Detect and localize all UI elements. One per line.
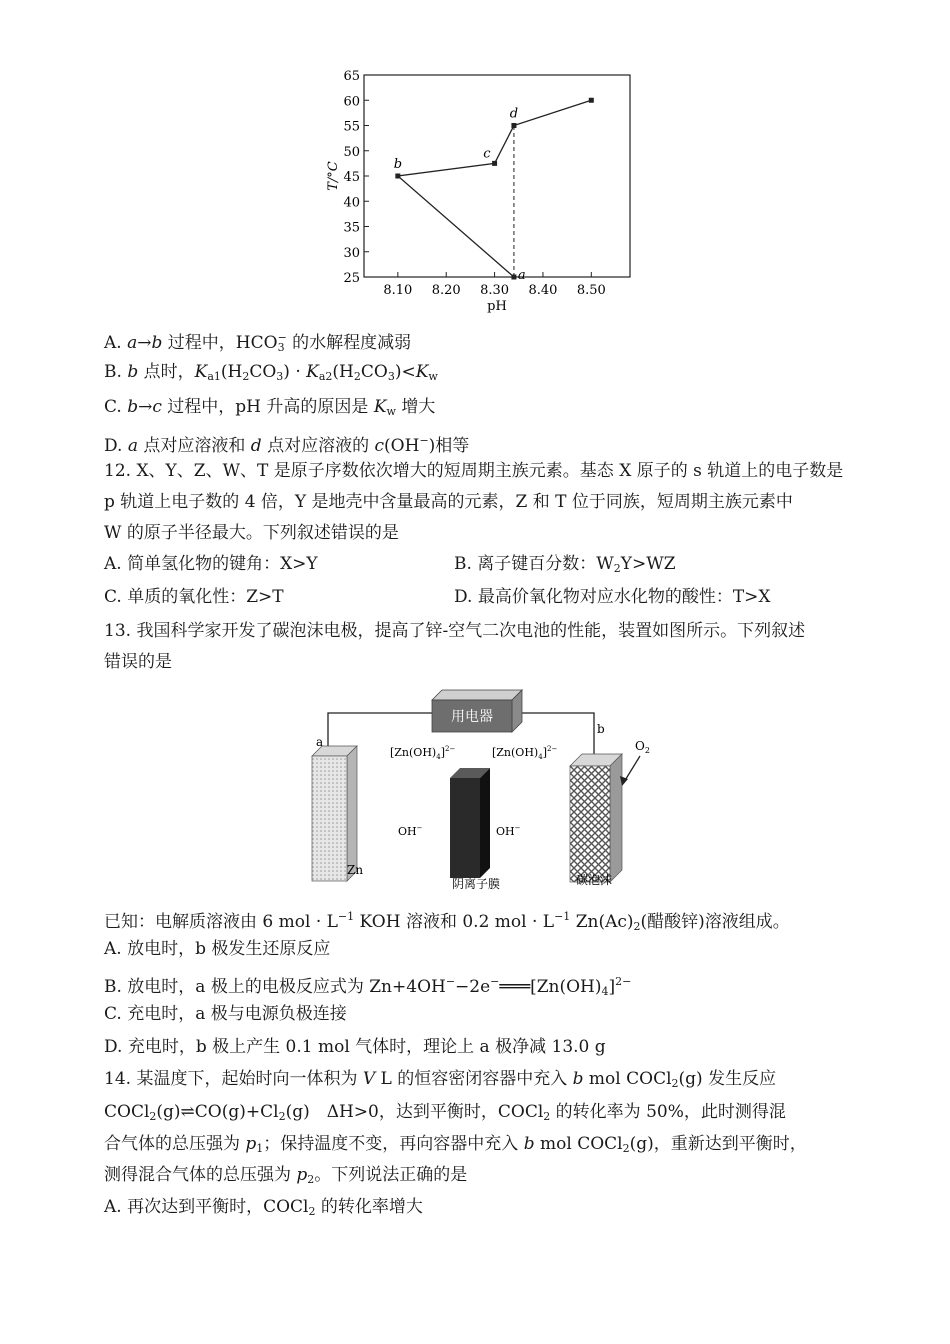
k: K: [306, 362, 319, 382]
sup: −1: [554, 910, 571, 923]
text: 点对应溶液的: [261, 436, 375, 456]
q13-option-b: [104, 971, 631, 1003]
text: (OH: [384, 436, 420, 456]
device-label: 用电器: [451, 709, 493, 725]
y-tick-label: 40: [343, 195, 360, 211]
sub: 2: [633, 920, 641, 933]
data-point: [511, 123, 516, 128]
q12-option-a: A. 简单氢化物的键角：X>Y: [104, 554, 318, 574]
text: mol COCl: [583, 1069, 672, 1089]
var: b: [572, 1069, 584, 1089]
q13-option-d: D. 充电时，b 极上产生 0.1 mol 气体时，理论上 a 极净减 13.0 g: [104, 1037, 606, 1057]
label-a: a: [316, 735, 324, 749]
sub: 2: [149, 1110, 157, 1123]
temperature-ph-chart: [0, 0, 950, 330]
sub: w: [428, 370, 438, 383]
x-tick-label: 8.50: [576, 283, 606, 298]
text: ═══[Zn(OH): [499, 977, 602, 997]
sub: 2: [242, 370, 250, 383]
point-label: d: [509, 106, 519, 122]
x-axis-label: pH: [487, 299, 507, 314]
text: (g) 发生反应: [678, 1069, 777, 1089]
data-point: [589, 98, 594, 103]
carbon-foam-electrode: [570, 754, 622, 882]
text: 点时，: [138, 362, 195, 382]
data-point: [511, 275, 516, 280]
q14-option-a: [104, 1196, 423, 1223]
text: (H: [332, 362, 354, 382]
text: CO: [249, 362, 277, 382]
battery-diagram: [0, 686, 950, 896]
var: b: [127, 362, 139, 382]
y-tick-label: 45: [343, 170, 360, 185]
membrane-label: 阴离子膜: [452, 877, 501, 891]
chart-marks: [394, 98, 594, 283]
point-label: a: [517, 268, 526, 283]
load-device: [432, 690, 522, 732]
k: K: [373, 397, 387, 417]
var: d: [250, 436, 262, 456]
sup: −: [277, 331, 287, 344]
q12-option-b: [454, 553, 676, 580]
text: ]: [608, 977, 616, 997]
text: (g)，重新达到平衡时，: [629, 1134, 807, 1154]
text: 。下列说法正确的是: [314, 1165, 468, 1185]
sub: 2: [353, 370, 361, 383]
text: (醋酸锌)溶液组成。: [640, 912, 790, 932]
sup: −: [445, 975, 456, 988]
sup: 2−: [615, 975, 632, 988]
arrow: →: [138, 397, 153, 417]
k: K: [415, 362, 429, 382]
text: COCl: [104, 1102, 150, 1122]
sub: 3: [277, 341, 285, 354]
opt-prefix: B.: [104, 362, 128, 382]
sup: −1: [337, 910, 355, 923]
q14-stem-line4: [104, 1164, 467, 1191]
y-tick-label: 25: [343, 271, 360, 286]
q13-option-a: A. 放电时，b 极发生还原反应: [104, 939, 331, 959]
text: Y>WZ: [620, 554, 676, 574]
text: mol COCl: [534, 1134, 623, 1154]
text: 合气体的总压强为: [104, 1134, 246, 1154]
sub: 4: [601, 985, 609, 998]
var: c: [152, 397, 162, 417]
text: 已知：电解质溶液由 6 mol · L: [104, 912, 338, 932]
o2-arrow: [624, 756, 640, 782]
text: 测得混合气体的总压强为: [104, 1165, 297, 1185]
q14-stem-line3: [104, 1133, 807, 1160]
var: b: [127, 397, 139, 417]
text: (g)⇌CO(g)+Cl: [156, 1102, 279, 1122]
opt-prefix: C.: [104, 397, 128, 417]
y-tick-label: 35: [343, 220, 360, 236]
text: B. 离子键百分数：W: [454, 554, 614, 574]
q11-option-b: [104, 361, 438, 388]
var: p: [296, 1165, 308, 1185]
text: 14. 某温度下，起始时向一体积为: [104, 1069, 363, 1089]
var: b: [523, 1134, 535, 1154]
y-tick-label: 50: [343, 144, 360, 160]
var-b: b: [151, 333, 163, 353]
o2-label: $O_2$: [635, 739, 650, 755]
x-tick-label: 8.40: [528, 283, 558, 298]
sub: 2: [278, 1110, 286, 1123]
var: a: [127, 436, 138, 456]
sub: 2: [308, 1205, 316, 1218]
text: 增大: [395, 397, 436, 417]
y-tick-label: 30: [343, 245, 360, 261]
text: B. 放电时，a 极上的电极反应式为 Zn+4OH: [104, 977, 446, 997]
text: A. 再次达到平衡时，COCl: [104, 1197, 309, 1217]
sub: 2: [543, 1110, 551, 1123]
sub: 1: [256, 1142, 264, 1155]
data-point: [492, 161, 497, 166]
y-tick-label: 65: [343, 69, 360, 84]
text: 点对应溶液和: [137, 436, 251, 456]
q12-option-d: D. 最高价氧化物对应水化物的酸性：T>X: [454, 587, 771, 607]
sub: 3: [276, 370, 284, 383]
q11-option-a: [104, 327, 411, 359]
x-tick-label: 8.30: [480, 283, 510, 298]
series-line: [398, 100, 591, 277]
text: KOH 溶液和 0.2 mol · L: [354, 912, 555, 932]
sub: w: [386, 405, 396, 418]
label-b: b: [597, 722, 605, 736]
sup: −: [490, 975, 500, 988]
var: V: [362, 1069, 376, 1089]
q12-stem-line2: p 轨道上电子数的 4 倍，Y 是地壳中含量最高的元素，Z 和 T 位于同族，短周期主族元素中: [104, 492, 793, 512]
x-tick-label: 8.10: [383, 283, 413, 298]
sub: 2: [671, 1077, 679, 1090]
text: L 的恒容密闭容器中充入: [375, 1069, 573, 1089]
zn-electrode: [312, 746, 357, 881]
q12-stem-line3: W 的原子半径最大。下列叙述错误的是: [104, 523, 399, 543]
var-a: a: [127, 333, 138, 353]
text: )<: [394, 362, 416, 382]
text: 的转化率增大: [315, 1197, 423, 1217]
arrow: →: [137, 333, 152, 353]
q13-stem-line1: 13. 我国科学家开发了碳泡沫电极，提高了锌-空气二次电池的性能，装置如图所示。下列叙述: [104, 621, 806, 641]
anion-membrane: [450, 768, 490, 878]
point-label: c: [483, 146, 491, 162]
sub: 2: [613, 562, 621, 575]
k: K: [194, 362, 208, 382]
q12-stem-line1: 12. X、Y、Z、W、T 是原子序数依次增大的短周期主族元素。基态 X 原子的 s 轨道上的电子数是: [104, 461, 844, 481]
var: c: [374, 436, 385, 456]
text: ) ·: [283, 362, 307, 382]
text: (g) ΔH>0，达到平衡时，COCl: [285, 1102, 544, 1122]
text: 过程中，HCO: [162, 333, 278, 353]
text: CO: [360, 362, 388, 382]
text: ；保持温度不变，再向容器中充入: [263, 1134, 524, 1154]
text: 过程中，pH 升高的原因是: [161, 397, 374, 417]
q13-option-c: C. 充电时，a 极与电源负极连接: [104, 1004, 347, 1024]
y-tick-label: 60: [343, 94, 360, 110]
sub: 3: [387, 370, 395, 383]
text: )相等: [428, 436, 470, 456]
opt-prefix: D.: [104, 436, 128, 456]
q11-option-c: [104, 396, 435, 423]
q14-stem-line2: [104, 1101, 786, 1128]
chart-ticks: [343, 69, 605, 298]
x-tick-label: 8.20: [431, 283, 461, 298]
text: −2e: [455, 977, 491, 997]
q13-known-info: [104, 906, 790, 938]
sub: a2: [318, 370, 333, 383]
q13-stem-line2: 错误的是: [104, 652, 172, 672]
sub: a1: [207, 370, 221, 383]
sub: 2: [622, 1142, 630, 1155]
sup: −: [419, 434, 429, 447]
y-axis-label: T/°C: [326, 161, 341, 191]
q12-option-c: C. 单质的氧化性：Z>T: [104, 587, 284, 607]
opt-prefix: A.: [104, 333, 128, 353]
carbon-foam-label: 碳泡沫: [576, 873, 613, 887]
zincate-right: $[Zn(OH)_4]^{2-}$: [492, 745, 558, 761]
zincate-left: $[Zn(OH)_4]^{2-}$: [390, 745, 456, 761]
chart-frame: [364, 75, 630, 277]
hydroxide-right: OH−: [496, 824, 521, 838]
text: Zn(Ac): [570, 912, 634, 932]
zn-label: Zn: [347, 863, 364, 877]
var: p: [245, 1134, 257, 1154]
text: 的水解程度减弱: [286, 333, 412, 353]
text: 的转化率为 50%，此时测得混: [550, 1102, 786, 1122]
hydroxide-left: OH−: [398, 824, 423, 838]
sub: 2: [307, 1173, 315, 1186]
q11-option-d: [104, 430, 469, 457]
point-label: b: [393, 157, 403, 172]
text: (H: [220, 362, 243, 382]
q14-stem-line1: [104, 1068, 776, 1095]
data-point: [395, 174, 400, 179]
y-tick-label: 55: [343, 119, 360, 135]
